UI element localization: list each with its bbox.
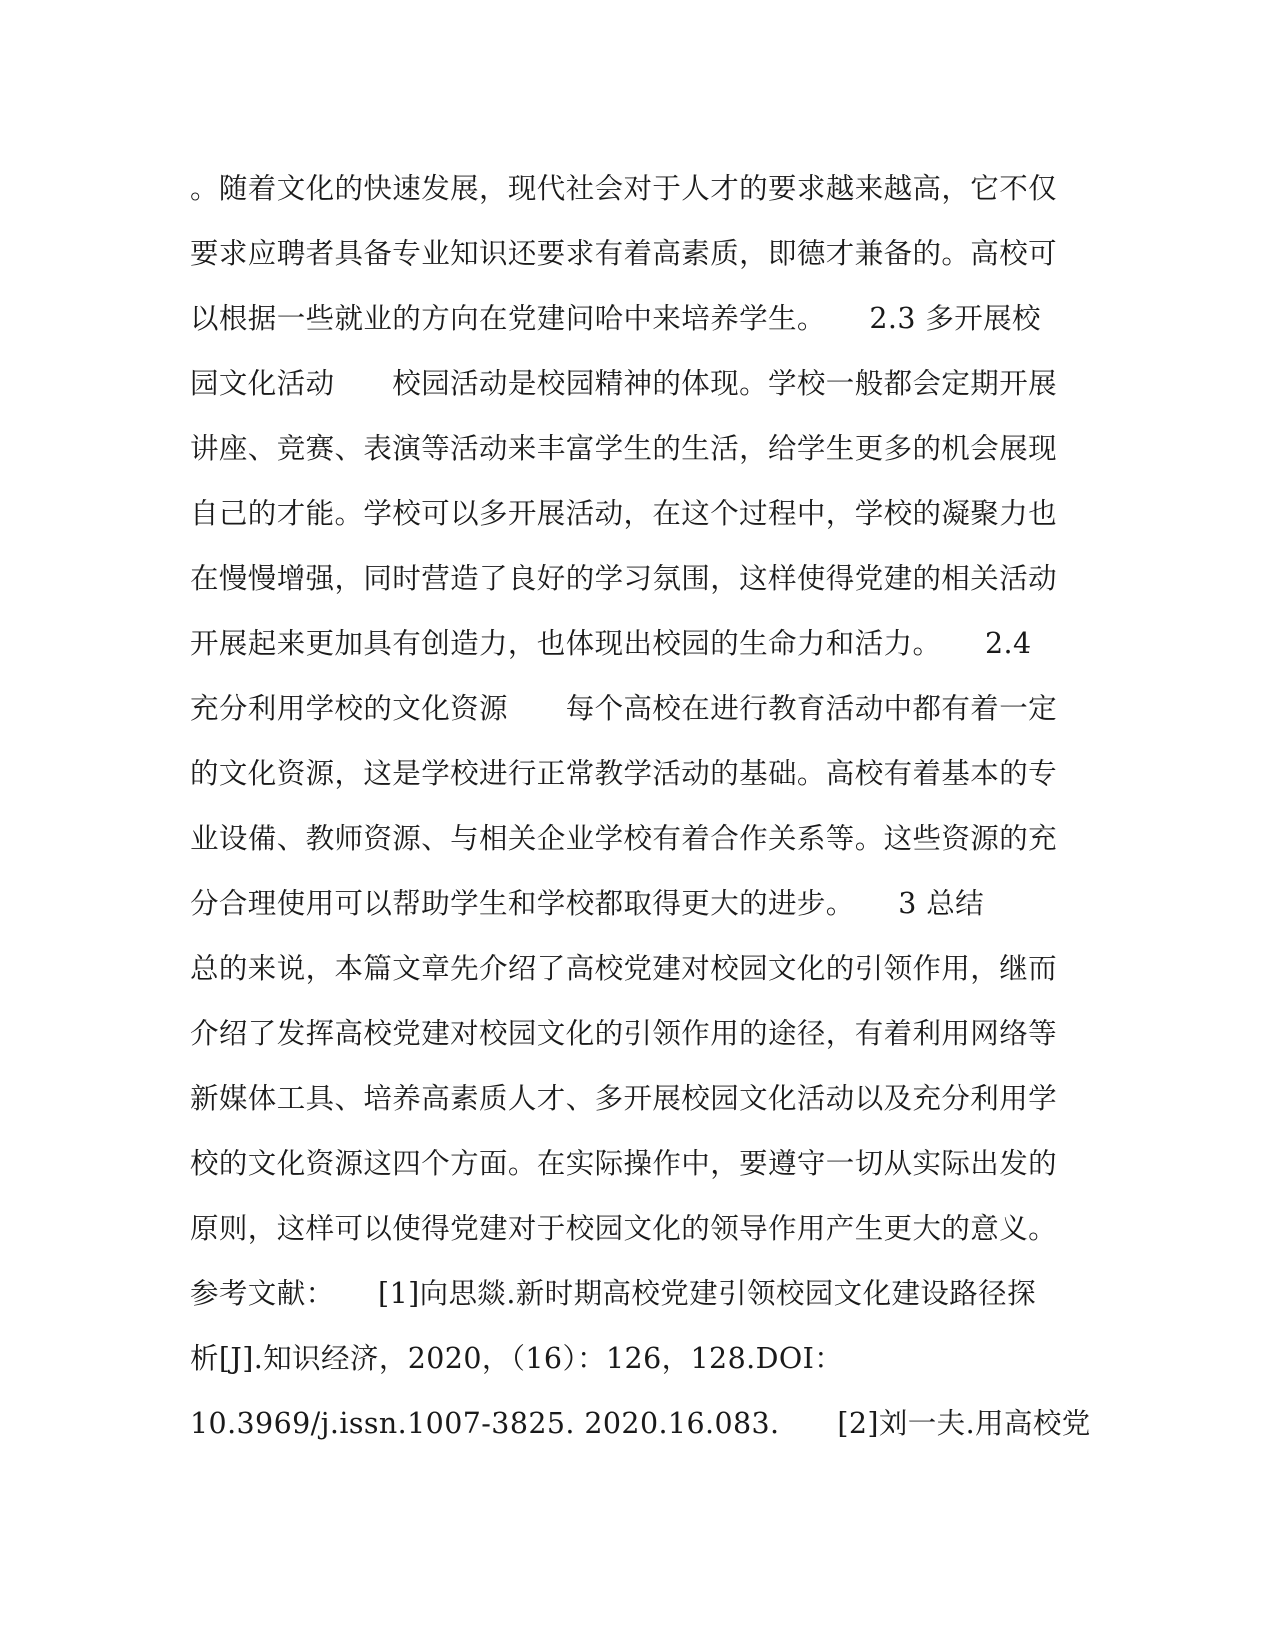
text-line: 在慢慢增强，同时营造了良好的学习氛围，这样使得党建的相关活动 — [190, 562, 1058, 595]
text-line: 。随着文化的快速发展，现代社会对于人才的要求越来越高，它不仅 — [190, 172, 1058, 205]
text-line: 园文化活动 校园活动是校园精神的体现。学校一般都会定期开展 — [190, 367, 1058, 400]
text-line: 分合理使用可以帮助学生和学校都取得更大的进步。 3 总结 — [190, 887, 985, 920]
reference-line: 参考文献： [1]向思燚.新时期高校党建引领校园文化建设路径探 — [190, 1277, 1036, 1310]
text-line: 业设備、教师资源、与相关企业学校有着合作关系等。这些资源的充 — [190, 822, 1058, 855]
text-line: 自己的才能。学校可以多开展活动，在这个过程中，学校的凝聚力也 — [190, 497, 1058, 530]
text-line: 讲座、竞赛、表演等活动来丰富学生的生活，给学生更多的机会展现 — [190, 432, 1058, 465]
reference-line: 析[J].知识经济，2020，（16）：126，128.DOI： — [190, 1342, 844, 1375]
text-line: 开展起来更加具有创造力，也体现出校园的生命力和活力。 2.4 — [190, 627, 1032, 660]
text-line: 介绍了发挥高校党建对校园文化的引领作用的途径，有着利用网络等 — [190, 1017, 1058, 1050]
text-line: 的文化资源，这是学校进行正常教学活动的基础。高校有着基本的专 — [190, 757, 1058, 790]
text-line: 充分利用学校的文化资源 每个高校在进行教育活动中都有着一定 — [190, 692, 1058, 725]
text-line: 新媒体工具、培养高素质人才、多开展校园文化活动以及充分利用学 — [190, 1082, 1058, 1115]
reference-line: 10.3969/j.issn.1007-3825. 2020.16.083. [2]刘一夫.用高校党 — [190, 1407, 1091, 1440]
text-line: 校的文化资源这四个方面。在实际操作中，要遵守一切从实际出发的 — [190, 1147, 1058, 1180]
body-text — [190, 156, 1091, 1456]
text-line: 以根据一些就业的方向在党建问哈中来培养学生。 2.3 多开展校 — [190, 302, 1041, 335]
text-line: 原则，这样可以使得党建对于校园文化的领导作用产生更大的意义。 — [190, 1212, 1058, 1245]
text-line: 总的来说，本篇文章先介绍了高校党建对校园文化的引领作用，继而 — [190, 952, 1058, 985]
text-line: 要求应聘者具备专业知识还要求有着高素质，即德才兼备的。高校可 — [190, 237, 1058, 270]
